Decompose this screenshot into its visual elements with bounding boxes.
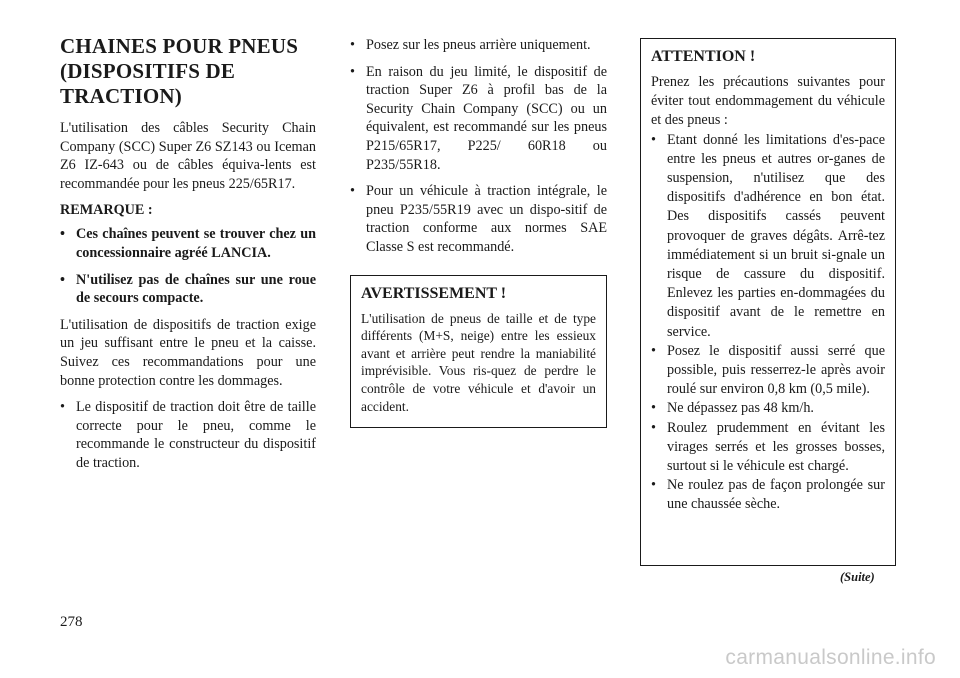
column-right bbox=[640, 38, 896, 566]
bullet-icon: • bbox=[651, 131, 656, 148]
warning-box bbox=[350, 275, 607, 428]
note-list bbox=[60, 225, 316, 307]
list-item: • Etant donné les limitations d'es-pace entre les pneus et autres or-ganes de suspension, n'utilisez que des dispositifs d'adhérence en bon état. Des dispositifs cassés peuvent provoquer de graves dégâts. Arrê-tez immédiatement si un bruit si-gnale un risque de cassure du dispositif. Enlevez les parties en-dommagées du dispositif avant de le remettre en service. bbox=[651, 131, 885, 340]
continued-label: (Suite) bbox=[840, 570, 875, 584]
list-item: • Le dispositif de traction doit être de taille correcte pour le pneu, comme le recommande le constructeur du dispositif de traction. bbox=[60, 399, 316, 471]
list-item: • Ne roulez pas de façon prolongée sur une chaussée sèche. bbox=[651, 477, 885, 513]
list-item: • Posez le dispositif aussi serré que possible, puis resserrez-le après avoir roulé sur environ 0,8 km (0,5 mile). bbox=[651, 342, 885, 398]
bullet-icon: • bbox=[651, 342, 656, 359]
list-item: • Roulez prudemment en évitant les virages serrés et les grosses bosses, surtout si le véhicule est chargé. bbox=[651, 419, 885, 475]
note-heading: REMARQUE : bbox=[60, 202, 153, 219]
column-middle bbox=[350, 36, 607, 428]
recommendation-list-continued bbox=[350, 36, 607, 257]
bullet-icon: • bbox=[651, 419, 656, 436]
attention-title: ATTENTION ! bbox=[651, 48, 756, 65]
bullet-icon: • bbox=[60, 226, 65, 243]
attention-intro: Prenez les précautions suivantes pour éviter tout endommagement du véhicule et des pneus : bbox=[651, 74, 885, 129]
bullet-icon: • bbox=[651, 477, 656, 494]
watermark: carmanualsonline.info bbox=[725, 646, 936, 669]
bullet-icon: • bbox=[60, 399, 65, 416]
list-item: • Posez sur les pneus arrière uniquement. bbox=[350, 37, 591, 53]
bullet-icon: • bbox=[651, 400, 656, 417]
warning-text: L'utilisation de pneus de taille et de type différents (M+S, neige) entre les essieux avant et arrière peut rendre la maniabilité imprévisible. Vous ris-quez de perdre le contrôle de votre véhicule et d'avoir un accident. bbox=[361, 310, 596, 414]
list-item: • En raison du jeu limité, le dispositif de traction Super Z6 à profil bas de la Security Chain Company (SCC) ou un équivalent, est recommandé sur les pneus P215/65R17, P225/ 60R18 ou P235/55R18. bbox=[350, 63, 607, 173]
warning-title: AVERTISSEMENT ! bbox=[361, 284, 507, 302]
list-item: • Ne dépassez pas 48 km/h. bbox=[651, 399, 885, 418]
bullet-icon: • bbox=[350, 37, 355, 53]
attention-list bbox=[651, 131, 885, 515]
intro-paragraph: L'utilisation des câbles Security Chain Company (SCC) Super Z6 SZ143 ou Iceman Z6 IZ-643 ou de câbles équiva-lents est recommandée pour les pneus 225/65R17. bbox=[60, 120, 316, 192]
page-number: 278 bbox=[60, 614, 83, 630]
bullet-icon: • bbox=[350, 183, 355, 200]
note-item: • N'utilisez pas de chaînes sur une roue de secours compacte. bbox=[60, 271, 316, 307]
note-item: • Ces chaînes peuvent se trouver chez un concessionnaire agréé LANCIA. bbox=[60, 226, 316, 261]
bullet-icon: • bbox=[60, 271, 65, 288]
recommendation-list bbox=[60, 398, 316, 472]
list-item: • Pour un véhicule à traction intégrale, le pneu P235/55R19 avec un dispo-sitif de traction conforme aux normes SAE Classe S est recommandé. bbox=[350, 183, 607, 255]
column-left bbox=[60, 34, 316, 481]
bullet-icon: • bbox=[350, 63, 355, 80]
attention-box bbox=[640, 38, 896, 566]
section-title: CHAINES POUR PNEUS (DISPOSITIFS DE TRACTION) bbox=[60, 34, 299, 108]
clearance-paragraph: L'utilisation de dispositifs de traction exige un jeu suffisant entre le pneu et la caisse. Suivez ces recommandations pour une bonne protection contre les dommages. bbox=[60, 316, 316, 389]
